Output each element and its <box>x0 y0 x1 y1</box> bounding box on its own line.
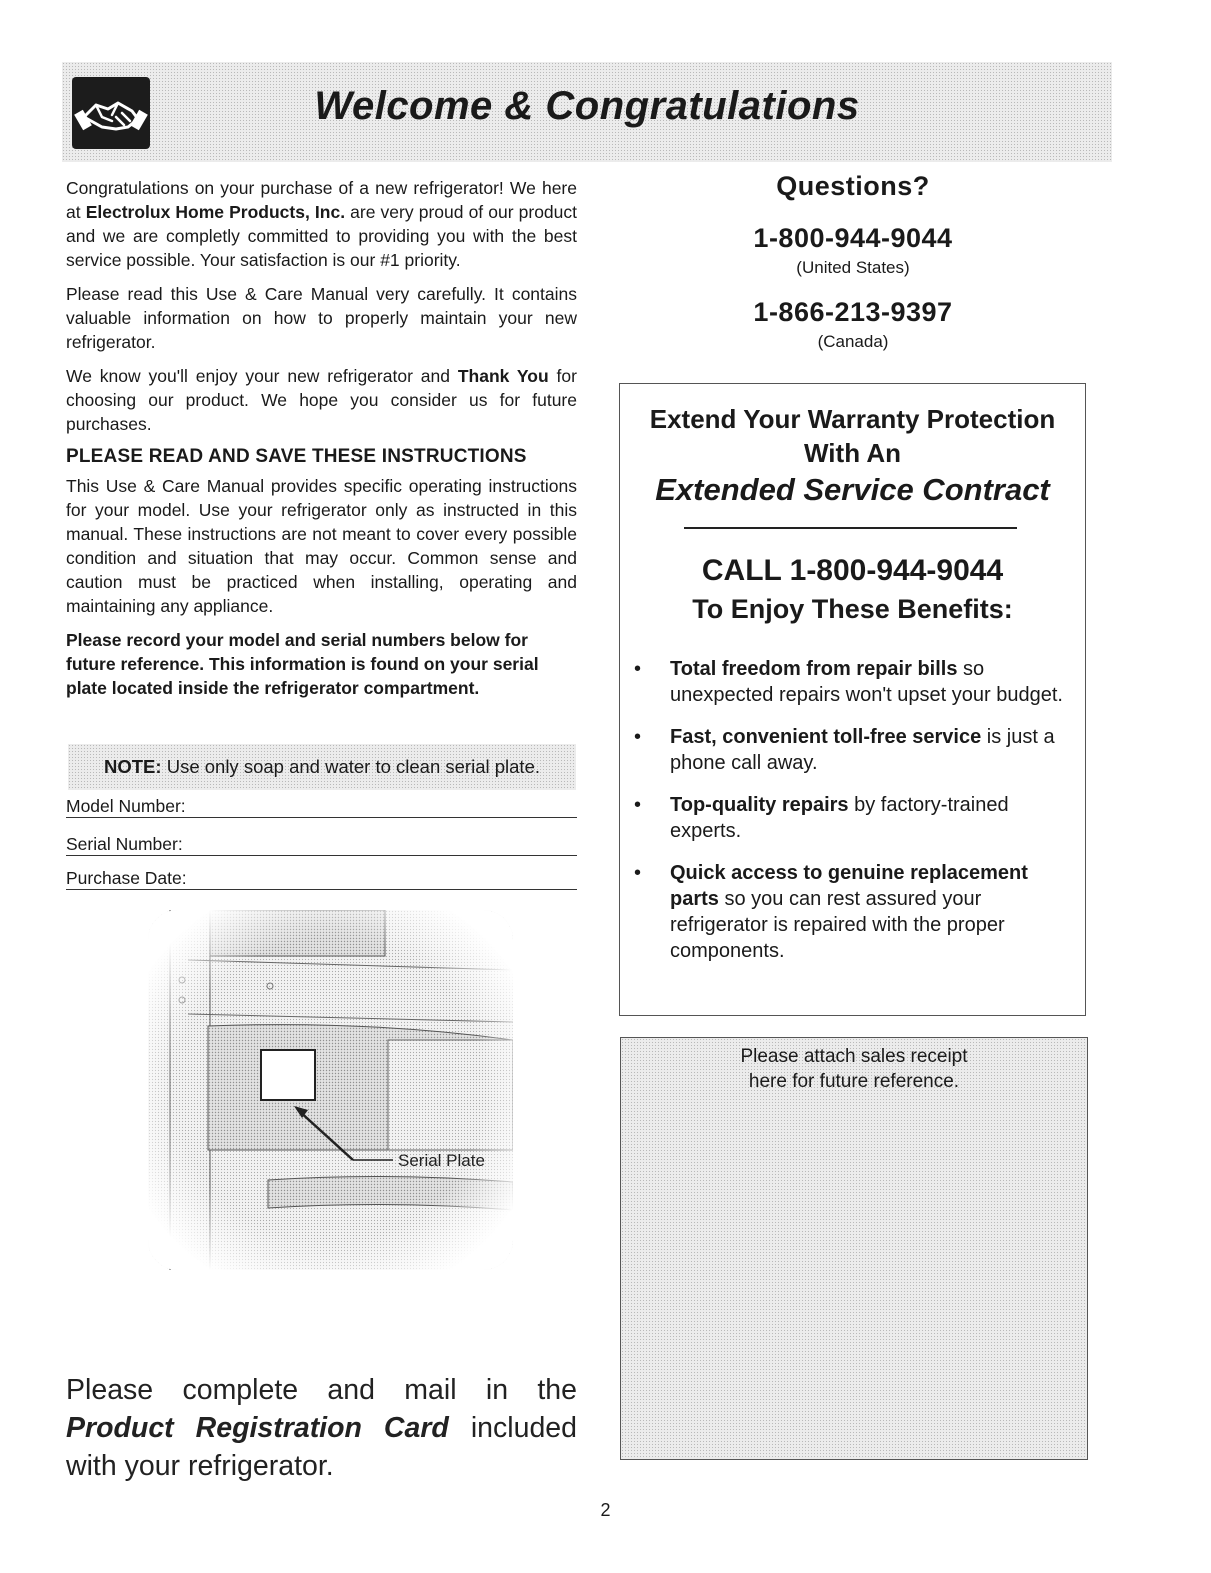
benefit-item: • Total freedom from repair bills so unexpected repairs won't upset your budget. <box>634 658 1063 706</box>
note-label: NOTE: <box>104 756 162 777</box>
sales-receipt-area <box>620 1037 1088 1460</box>
registration-card-note: Please complete and mail in the Product Registration Card included with your refrigerator. <box>66 1373 577 1482</box>
call-phone-number: CALL 1-800-944-9044 <box>701 554 1004 587</box>
canada-phone-number: 1-866-213-9397 <box>753 297 953 327</box>
questions-section <box>620 166 1086 368</box>
bullet-icon: • <box>634 726 642 748</box>
purchase-date-line[interactable] <box>66 889 577 890</box>
benefits-heading: To Enjoy These Benefits: <box>692 594 1013 624</box>
instructions-heading: PLEASE READ AND SAVE THESE INSTRUCTIONS <box>66 446 527 467</box>
receipt-instructions: Please attach sales receipt here for future reference. <box>740 1046 968 1092</box>
bullet-icon: • <box>634 658 642 680</box>
purchase-date-label: Purchase Date: <box>66 868 195 889</box>
note-text: Use only soap and water to clean serial plate. <box>161 756 540 777</box>
bullet-icon: • <box>634 862 642 884</box>
note-box <box>68 744 576 790</box>
divider <box>684 527 1017 529</box>
us-phone-number: 1-800-944-9044 <box>753 223 953 253</box>
intro-paragraph-2: Please read this Use & Care Manual very carefully. It contains valuable information on how to properly maintain your new refrigerator. <box>66 284 577 352</box>
benefit-item: • Fast, convenient toll-free service is just a phone call away. <box>634 726 1055 774</box>
model-number-field[interactable] <box>66 796 577 822</box>
bullet-icon: • <box>634 794 642 816</box>
intro-paragraph-1: Congratulations on your purchase of a new refrigerator! We here at Electrolux Home Products, Inc. are very proud of our product and we are completly committed to providing you with the best service possible. Your satisfaction is our #1 priority. <box>66 178 578 270</box>
record-numbers-note: Please record your model and serial numbers below for future reference. This information is found on your serial plate located inside the refrigerator compartment. <box>66 630 539 698</box>
serial-plate-callout: Serial Plate <box>398 1151 485 1170</box>
canada-phone-label: (Canada) <box>817 332 889 351</box>
model-number-line[interactable] <box>66 817 577 818</box>
us-phone-label: (United States) <box>796 258 910 277</box>
warranty-heading: Extend Your Warranty Protection With An <box>649 404 1056 468</box>
benefit-item: • Top-quality repairs by factory-trained experts. <box>634 794 1009 842</box>
page-number: 2 <box>600 1500 611 1520</box>
header-banner <box>62 62 1112 162</box>
serial-number-label: Serial Number: <box>66 834 191 855</box>
left-column <box>66 176 577 718</box>
refrigerator-illustration <box>148 910 513 1270</box>
serial-number-field[interactable] <box>66 834 577 860</box>
serial-number-line[interactable] <box>66 855 577 856</box>
extended-service-contract-title: Extended Service Contract <box>655 472 1050 507</box>
benefits-list <box>632 656 1072 980</box>
benefit-item: • Quick access to genuine replacement parts so you can rest assured your refrigerator is repaired with the proper components. <box>634 862 1028 962</box>
registration-card-name: Product Registration Card <box>66 1411 449 1444</box>
questions-title: Questions? <box>776 171 930 201</box>
page-title: Welcome & Congratulations <box>314 84 860 128</box>
instructions-body: This Use & Care Manual provides specific operating instructions for your model. Use your refrigerator only as instructed in this manual. These instructions are not meant to cover every possible condition and situation that may occur. Common sense and caution must be practiced when installing, operating and maintaining any appliance. <box>66 476 577 616</box>
intro-paragraph-3: We know you'll enjoy your new refrigerator and Thank You for choosing our product. We hope you consider us for future purchases. <box>66 366 577 434</box>
model-number-label: Model Number: <box>66 796 194 817</box>
company-name: Electrolux Home Products, Inc. <box>85 202 346 222</box>
warranty-box <box>619 383 1086 1016</box>
purchase-date-field[interactable] <box>66 868 577 894</box>
